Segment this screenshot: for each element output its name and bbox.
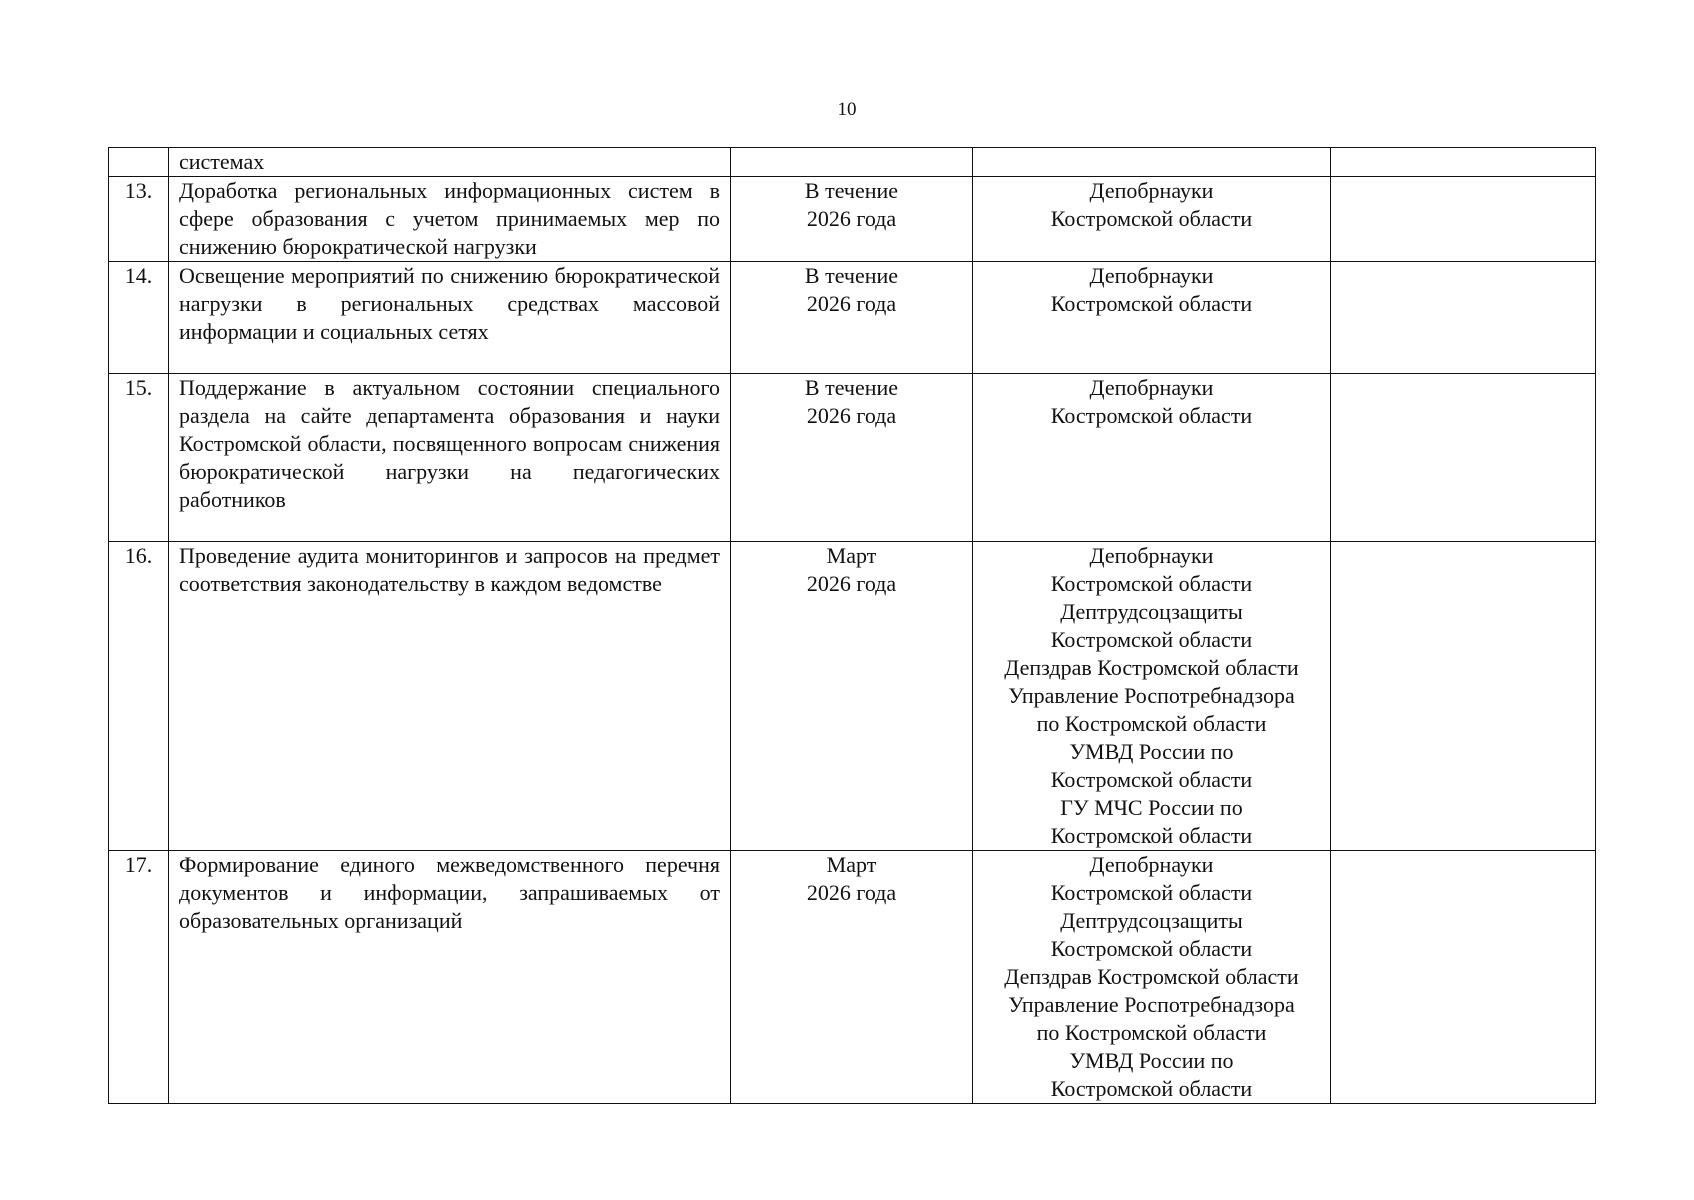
deadline-line: 2026 года: [806, 206, 897, 231]
task-cell: Проведение аудита мониторингов и запросов на предмет соответствия законодательству в каждом ведомстве: [169, 542, 731, 851]
executor-line: ГУ МЧС России по: [1060, 795, 1243, 820]
executor-cell: [973, 177, 1331, 262]
executor-cell: [973, 542, 1331, 851]
table-row: [109, 262, 1596, 374]
executor-cell: [973, 262, 1331, 374]
executor-cell: [973, 374, 1331, 542]
table-row: [109, 148, 1596, 177]
table-row: [109, 374, 1596, 542]
table-row: [109, 851, 1596, 1104]
deadline-line: В течение: [804, 178, 899, 203]
deadline-line: 2026 года: [806, 291, 897, 316]
task-cell: Формирование единого межведомственного перечня документов и информации, запрашиваемых от образовательных организаций: [169, 851, 731, 1104]
executor-cell: [973, 148, 1331, 177]
task-cell: Поддержание в актуальном состоянии специального раздела на сайте департамента образования и науки Костромской области, посвященного вопросам снижения бюрократической нагрузки на педагогических работников: [169, 374, 731, 542]
deadline-cell: [731, 262, 973, 374]
executor-line: Депобрнауки: [1089, 178, 1214, 203]
deadline-cell: [731, 851, 973, 1104]
note-cell: [1331, 177, 1596, 262]
deadline-line: Март: [826, 852, 877, 877]
row-number: 17.: [109, 851, 169, 1104]
executor-line: Дептрудсоцзащиты: [1060, 908, 1243, 933]
task-cell: Освещение мероприятий по снижению бюрократической нагрузки в региональных средствах массовой информации и социальных сетях: [169, 262, 731, 374]
executor-line: Костромской области: [1050, 291, 1253, 316]
executor-line: Управление Роспотребнадзора: [1008, 683, 1295, 708]
executor-line: Костромской области: [1050, 1076, 1253, 1101]
row-number: 15.: [109, 374, 169, 542]
executor-line: Костромской области: [1050, 880, 1253, 905]
row-number: 14.: [109, 262, 169, 374]
deadline-cell: [731, 542, 973, 851]
row-number: 16.: [109, 542, 169, 851]
executor-line: Костромской области: [1050, 767, 1253, 792]
executor-line: Костромской области: [1050, 571, 1253, 596]
deadline-line: В течение: [804, 263, 899, 288]
table-row: [109, 542, 1596, 851]
executor-line: Депобрнауки: [1089, 543, 1214, 568]
note-cell: [1331, 542, 1596, 851]
executor-line: Депздрав Костромской области: [1004, 964, 1299, 989]
deadline-line: 2026 года: [806, 571, 897, 596]
executor-line: УМВД России по: [1069, 1048, 1234, 1073]
action-plan-table: [108, 147, 1596, 1104]
deadline-line: Март: [826, 543, 877, 568]
executor-line: Костромской области: [1050, 823, 1253, 848]
note-cell: [1331, 374, 1596, 542]
deadline-line: 2026 года: [806, 880, 897, 905]
executor-line: Костромской области: [1050, 403, 1253, 428]
executor-line: Дептрудсоцзащиты: [1060, 599, 1243, 624]
executor-line: Костромской области: [1050, 627, 1253, 652]
executor-line: Депобрнауки: [1089, 375, 1214, 400]
executor-line: по Костромской области: [1036, 1020, 1267, 1045]
executor-line: Депздрав Костромской области: [1004, 655, 1299, 680]
task-cell: Доработка региональных информационных систем в сфере образования с учетом принимаемых мер по снижению бюрократической нагрузки: [169, 177, 731, 262]
executor-line: Управление Роспотребнадзора: [1008, 992, 1295, 1017]
executor-line: Костромской области: [1050, 206, 1253, 231]
deadline-cell: [731, 177, 973, 262]
table-row: [109, 177, 1596, 262]
row-number: [109, 148, 169, 177]
executor-cell: [973, 851, 1331, 1104]
note-cell: [1331, 262, 1596, 374]
deadline-line: 2026 года: [806, 403, 897, 428]
row-number: 13.: [109, 177, 169, 262]
deadline-line: В течение: [804, 375, 899, 400]
executor-line: УМВД России по: [1069, 739, 1234, 764]
deadline-cell: [731, 374, 973, 542]
page-number: 10: [837, 99, 857, 120]
note-cell: [1331, 851, 1596, 1104]
executor-line: Костромской области: [1050, 936, 1253, 961]
task-cell: системах: [169, 148, 731, 177]
executor-line: Депобрнауки: [1089, 852, 1214, 877]
note-cell: [1331, 148, 1596, 177]
deadline-cell: [731, 148, 973, 177]
executor-line: по Костромской области: [1036, 711, 1267, 736]
executor-line: Депобрнауки: [1089, 263, 1214, 288]
